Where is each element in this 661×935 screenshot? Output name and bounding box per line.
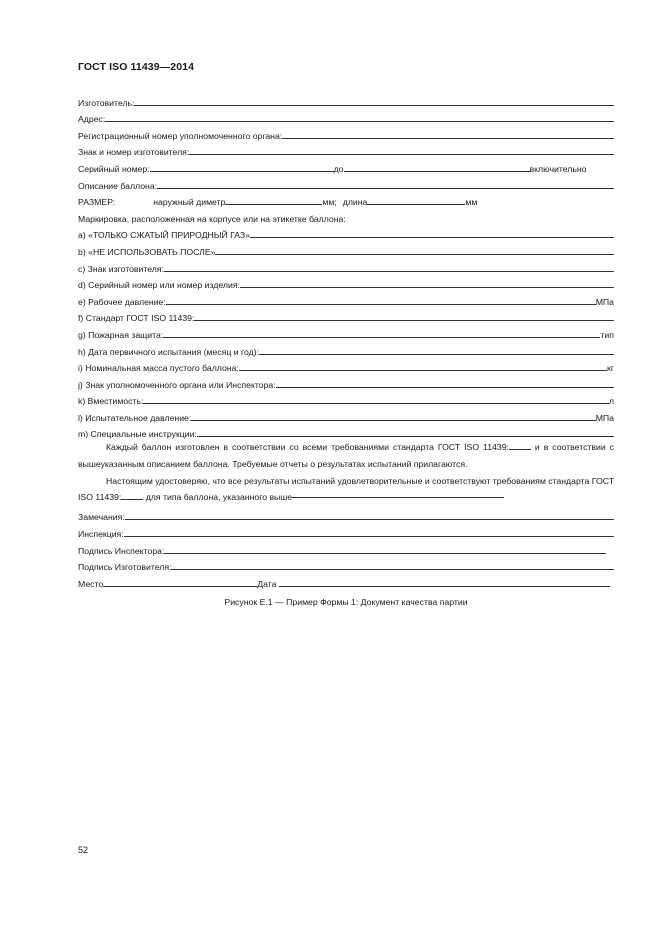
item-i-row [78, 357, 614, 374]
item-d-label: d) Серийный номер или номер изделия: [78, 280, 240, 291]
length-unit: мм [465, 197, 478, 208]
manufacturer-sign-row [78, 556, 614, 573]
serial-to-line [344, 163, 530, 172]
inspector-sign-label: Подпись Инспектора: [78, 545, 165, 556]
item-g-unit: тип [600, 329, 614, 340]
address-row [78, 108, 614, 125]
remarks-row [78, 506, 614, 523]
item-c-line [164, 263, 614, 272]
certification-blank [121, 491, 143, 500]
description-label: Описание баллона: [78, 180, 158, 191]
item-l-label: l) Испытательное давление: [78, 412, 192, 423]
manufacturer-line [134, 97, 614, 106]
item-c-label: c) Знак изготовителя: [78, 263, 164, 274]
remarks-label: Замечания: [78, 512, 125, 523]
item-e-unit: МПа [595, 296, 614, 307]
item-e-row [78, 290, 614, 307]
serial-row [78, 157, 614, 174]
item-b-row [78, 240, 614, 257]
compliance-text-b: и в соответствии с вышеуказанным описанием баллона. Требуемые отчеты о результатах испытаний прилагаются. [78, 442, 615, 470]
item-e-label: e) Рабочее давление: [78, 296, 166, 307]
size-label: РАЗМЕР: [78, 197, 116, 208]
item-m-line [197, 428, 614, 437]
inspection-line [124, 528, 614, 537]
certification-text-a: Настоящим удостоверяю, что все результаты испытаний удовлетворительные и соответствуют требованиям стандарта ГОСТ ISO 11439: [78, 475, 614, 503]
batch-quality-form [78, 91, 614, 589]
reg-number-line [282, 130, 614, 139]
item-f-line [194, 312, 614, 321]
page-number: 52 [78, 845, 89, 855]
item-l-row [78, 406, 614, 423]
item-g-label: g) Пожарная защита: [78, 329, 164, 340]
certification-paragraph [78, 473, 614, 506]
figure-caption: Рисунок Е.1 — Пример Формы 1: Документ качества партии [224, 597, 468, 607]
diameter-line [225, 196, 322, 205]
certification-line [292, 489, 504, 498]
item-l-unit: МПа [595, 412, 614, 423]
description-line [157, 180, 614, 189]
compliance-blank [509, 441, 531, 450]
item-i-unit: кг [607, 363, 614, 374]
item-k-label: k) Вместимость: [78, 396, 144, 407]
remarks-line [125, 511, 614, 520]
item-g-row [78, 323, 614, 340]
mark-row [78, 141, 614, 158]
place-label: Место [78, 578, 104, 589]
reg-number-row [78, 124, 614, 141]
diameter-label: наружный диметр [153, 197, 226, 208]
item-h-line [259, 346, 614, 355]
item-j-line [276, 379, 614, 388]
address-line [105, 113, 614, 122]
item-b-label: b) «НЕ ИСПОЛЬЗОВАТЬ ПОСЛЕ» [78, 246, 216, 257]
item-i-line [239, 362, 607, 371]
item-f-label: f) Стандарт ГОСТ ISO 11439: [78, 313, 195, 324]
manufacturer-label: Изготовитель: [78, 97, 135, 108]
serial-inclusive-label: включительно [529, 163, 587, 174]
manufacturer-sign-line [171, 561, 614, 570]
document-header: ГОСТ ISO 11439—2014 [78, 61, 195, 73]
serial-label: Серийный номер: [78, 163, 150, 174]
item-a-row [78, 224, 614, 241]
item-l-line [191, 412, 595, 421]
length-line [367, 196, 465, 205]
reg-number-label: Регистрационный номер уполномоченного органа: [78, 130, 283, 141]
inspector-sign-line [164, 545, 606, 554]
item-h-label: h) Дата первичного испытания (месяц и год): [78, 346, 260, 357]
item-m-row [78, 423, 614, 440]
serial-from-line [150, 163, 334, 172]
item-g-line [163, 329, 600, 338]
item-f-row [78, 307, 614, 324]
certification-text-b: для типа баллона, указанного выше [145, 492, 293, 503]
item-j-label: j) Знак уполномоченного органа или Инспектора: [78, 379, 276, 390]
inspection-label: Инспекция: [78, 529, 124, 540]
mark-label: Знак и номер изготовителя: [78, 147, 190, 158]
address-label: Адрес: [78, 114, 106, 125]
item-b-line [215, 246, 614, 255]
marking-intro-row [78, 207, 614, 224]
manufacturer-row [78, 91, 614, 108]
item-k-line [143, 395, 609, 404]
item-k-row [78, 390, 614, 407]
item-i-label: i) Номинальная масса пустого баллона: [78, 363, 239, 374]
item-d-row [78, 274, 614, 291]
size-row [78, 191, 614, 208]
date-line [279, 578, 610, 587]
inspection-row [78, 522, 614, 539]
item-k-unit: л [608, 396, 614, 407]
serial-to-label: до [333, 163, 344, 174]
mark-line [189, 146, 614, 155]
item-a-line [250, 229, 614, 238]
item-m-label: m) Специальные инструкции: [78, 429, 197, 440]
item-j-row [78, 373, 614, 390]
item-h-row [78, 340, 614, 357]
compliance-paragraph [78, 439, 614, 472]
item-e-line [166, 296, 596, 305]
inspector-sign-row [78, 539, 614, 556]
manufacturer-sign-label: Подпись Изготовителя: [78, 562, 172, 573]
date-label: Дата [257, 578, 277, 589]
place-date-row [78, 572, 614, 589]
diameter-unit: мм; [322, 197, 337, 208]
compliance-text-a: Каждый баллон изготовлен в соответствии со всеми требованиями стандарта ГОСТ ISO 11439: [106, 442, 509, 453]
item-c-row [78, 257, 614, 274]
item-a-label: a) «ТОЛЬКО СЖАТЫЙ ПРИРОДНЫЙ ГАЗ» [78, 230, 251, 241]
item-d-line [240, 279, 614, 288]
place-line [103, 578, 257, 587]
length-label: длина [342, 197, 368, 208]
marking-intro: Маркировка, расположенная на корпусе или на этикетке баллона: [78, 213, 346, 224]
description-row [78, 174, 614, 191]
